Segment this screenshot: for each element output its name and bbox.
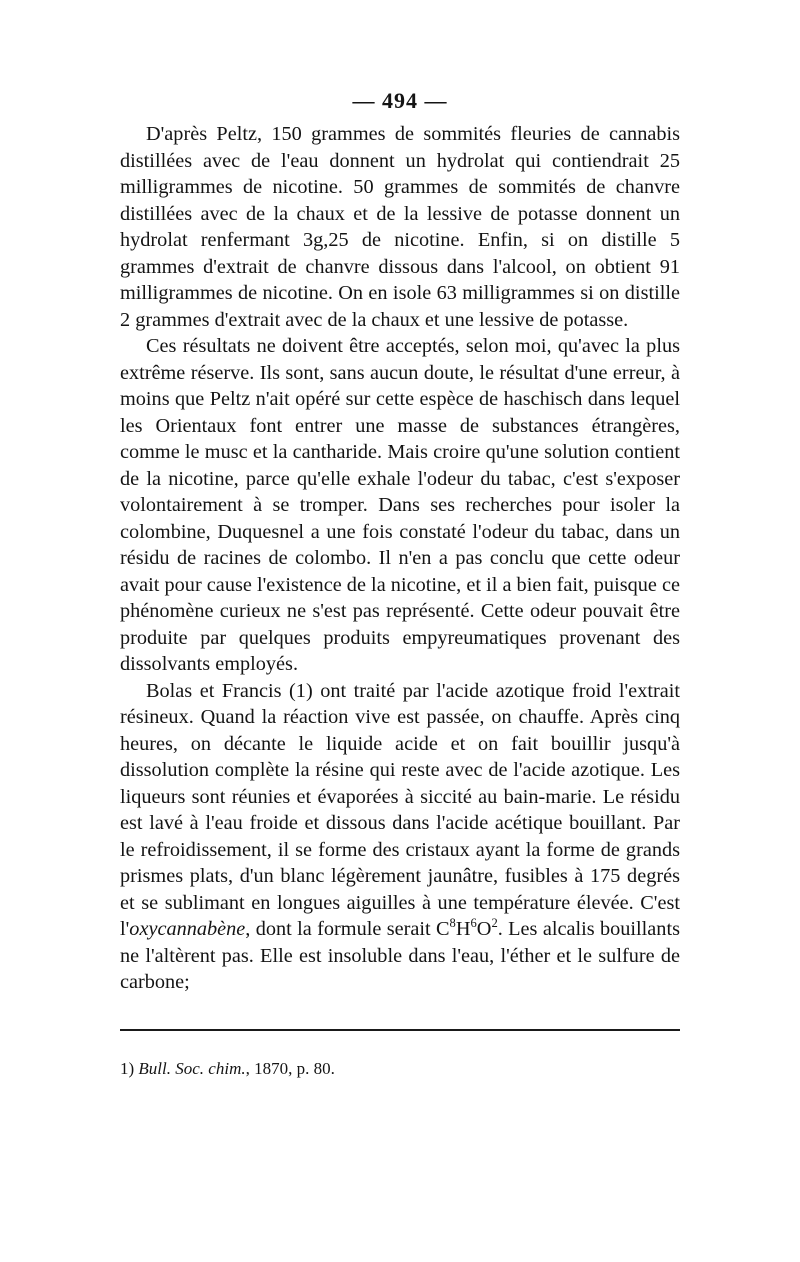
footnote-source: Bull. Soc. chim. [138, 1059, 246, 1078]
paragraph-bolas-francis [120, 678, 680, 996]
compound-name: oxycannabène [129, 918, 246, 940]
page-number: — 494 — [352, 88, 448, 113]
paragraph-text: Bolas et Francis (1) ont traité par l'acide azotique froid l'extrait résineux. Quand la réaction vive est passée, on chauffe. Après cinq heures, on décante le liquide acide et on fait bouillir jusqu'à dissolution complète la résine qui reste avec de l'acide azotique. Les liqueurs sont réunies et évaporées à siccité au bain-marie. Le résidu est lavé à l'eau froide et dissous dans l'acide acétique bouillant. Par le refroidissement, il se forme des cristaux ayant la forme de grands prismes plats, d'un blanc légèrement jaunâtre, fusibles à 175 degrés et se sublimant en longues aiguilles à une température élevée. C'est l' [120, 679, 680, 940]
chemical-formula: $C^8H^6O^2$ [436, 916, 498, 940]
main-text [120, 121, 680, 996]
footnote-details: , 1870, p. 80. [245, 1059, 335, 1078]
footnote-marker: 1) [120, 1059, 135, 1078]
footnote [120, 1058, 680, 1080]
footnote-divider [120, 1029, 680, 1031]
paragraph-peltz: D'après Peltz, 150 grammes de sommités fleuries de cannabis distillées avec de l'eau donnent un hydrolat qui contiendrait 25 milligrammes de nicotine. 50 grammes de sommités de chanvre distillées avec de la chaux et de la lessive de potasse donnent un hydrolat renfermant 3g,25 de nicotine. Enfin, si on distille 5 grammes d'extrait de chanvre dissous dans l'alcool, on obtient 91 milligrammes de nicotine. On en isole 63 milligrammes si on distille 2 grammes d'extrait avec de la chaux et une lessive de potasse. [120, 123, 680, 331]
paragraph-text: . Les alcalis bouillants ne l'altèrent pas. Elle est insoluble dans l'eau, l'éther et le sulfure de carbone; [120, 918, 680, 993]
paragraph-text: , dont la formule serait [245, 918, 436, 940]
paragraph-results: Ces résultats ne doivent être acceptés, selon moi, qu'avec la plus extrême réserve. Ils sont, sans aucun doute, le résultat d'une erreur, à moins que Peltz n'ait opéré sur cette espèce de haschisch dans lequel les Orientaux font entrer une masse de substances étrangères, comme le musc et la cantharide. Mais croire qu'une solution contient de la nicotine, parce qu'elle exhale l'odeur du tabac, c'est s'exposer volontairement à se tromper. Dans ses recherches pour isoler la colombine, Duquesnel a une fois constaté l'odeur du tabac, dans un résidu de racines de colombo. Il n'en a pas conclu que cette odeur avait pour cause l'existence de la nicotine, et il a bien fait, puisque ce phénomène curieux ne s'est pas représenté. Cette odeur pouvait être produite par quelques produits empyreumatiques provenant des dissolvants employés. [120, 335, 680, 675]
